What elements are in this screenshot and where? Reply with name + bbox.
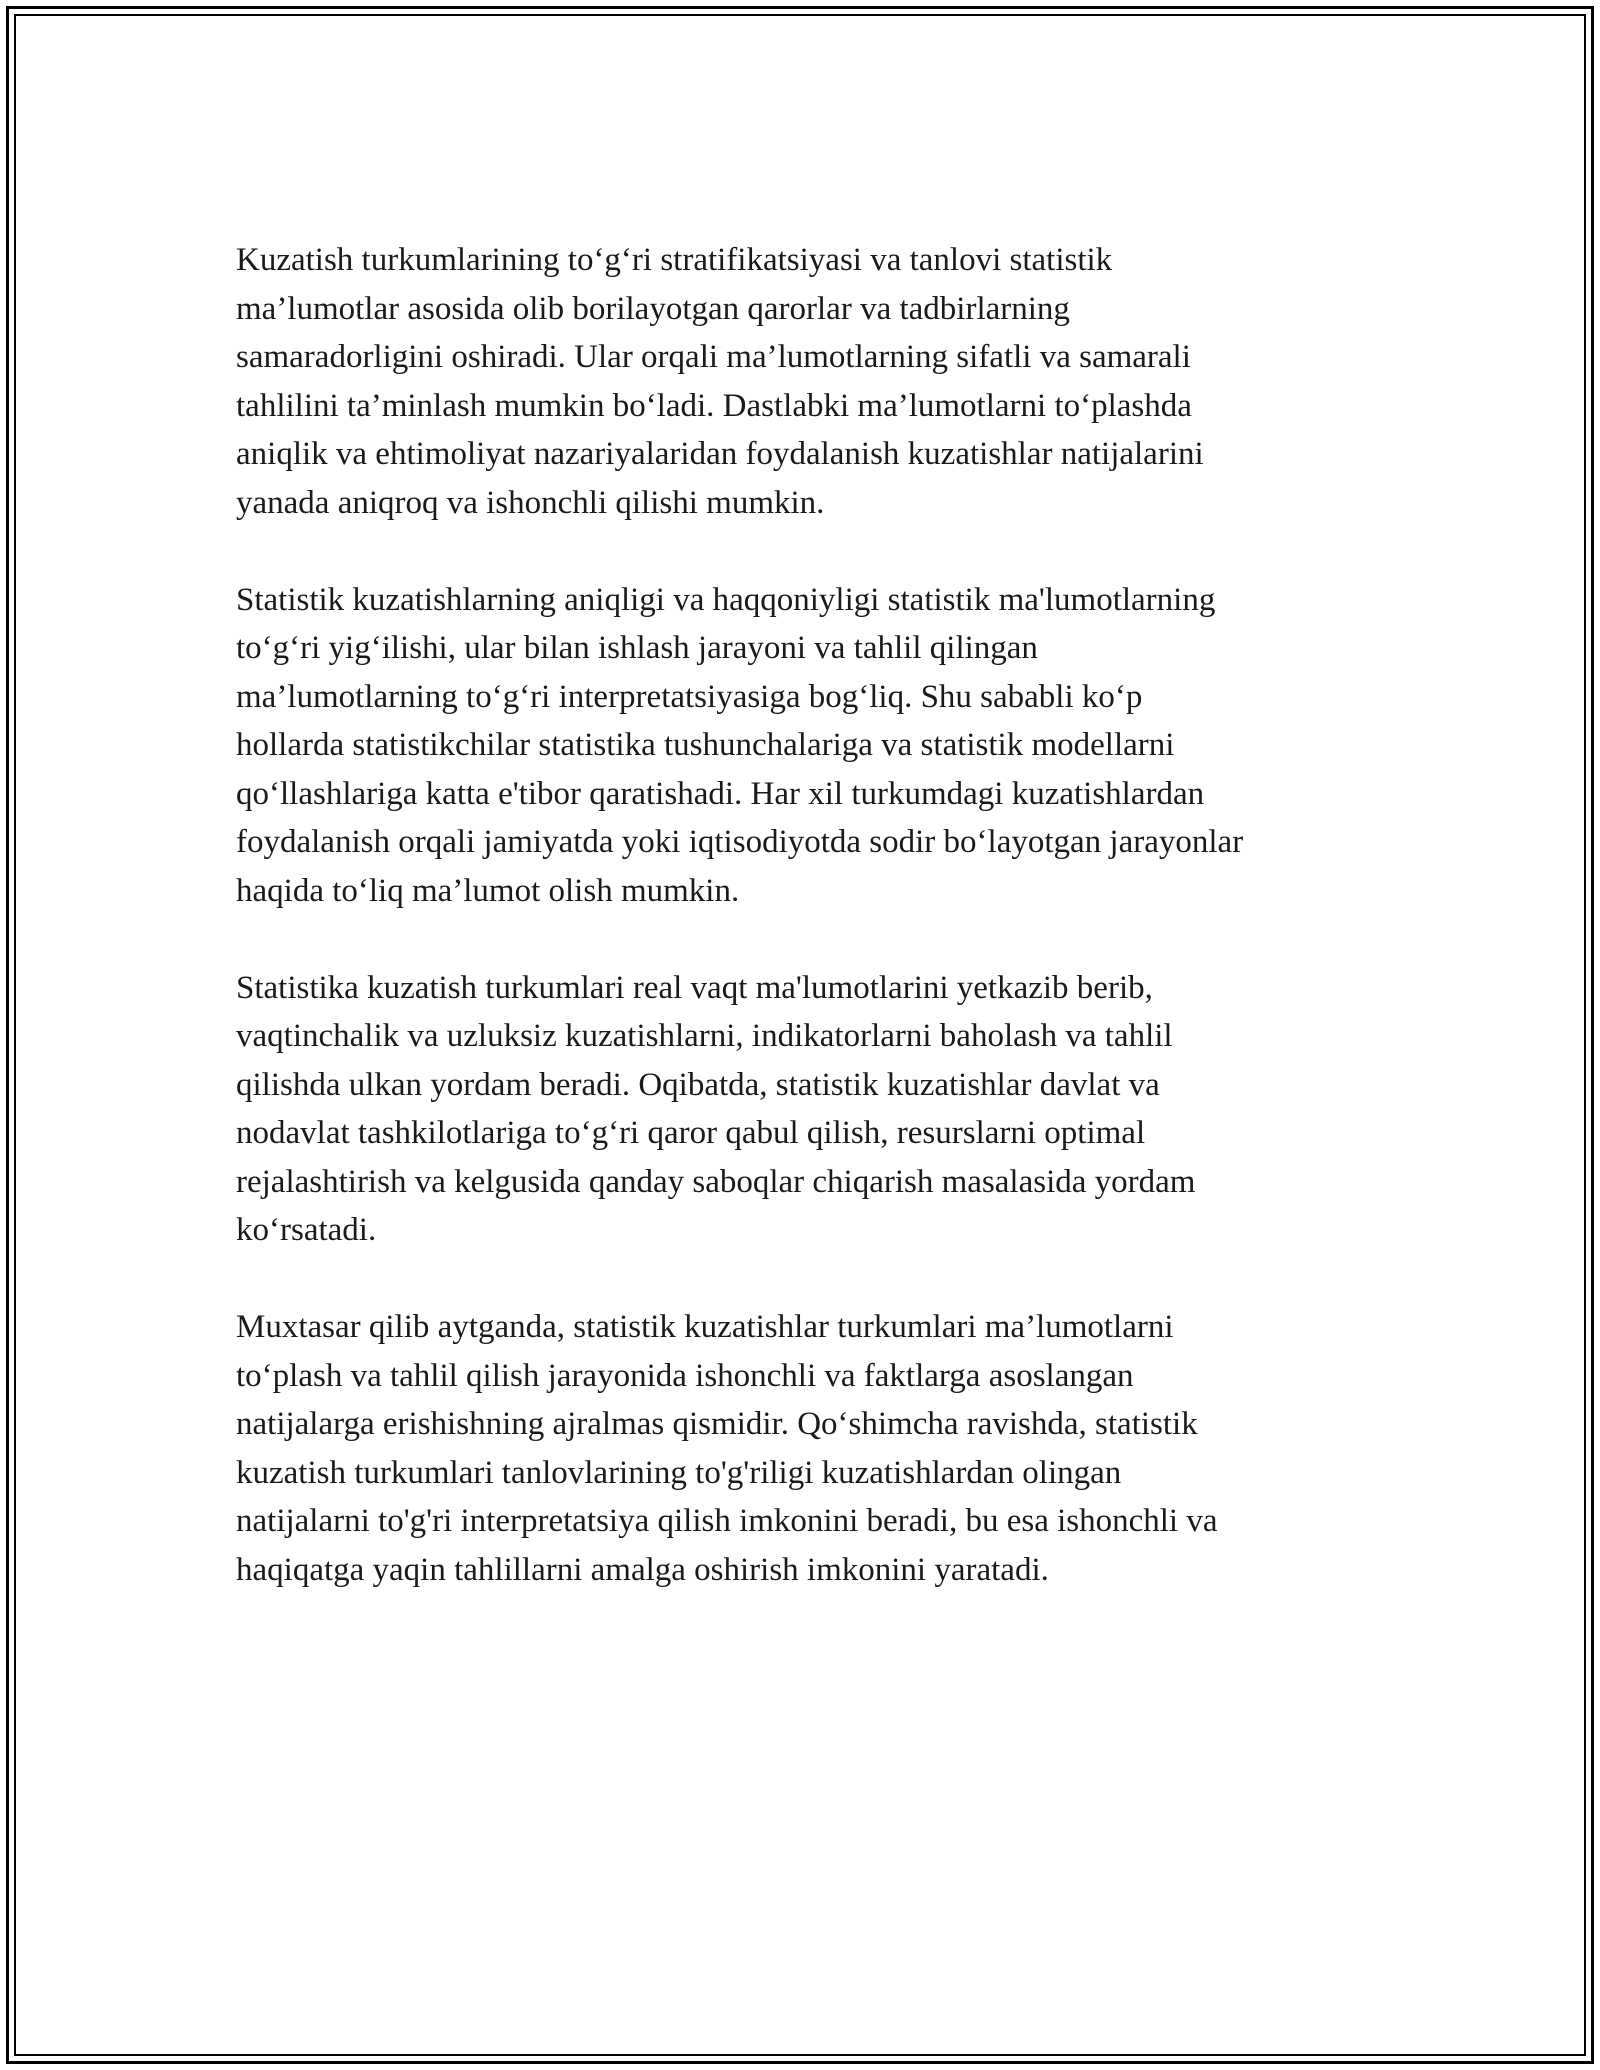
paragraph-3: Statistika kuzatish turkumlari real vaqt ma'lumotlarini yetkazib berib, vaqtinchalik va uzluksiz kuzatishlarni, indikatorlarni baholash va tahlil qilishda ulkan yordam beradi. Oqibatda, statistik kuzatishlar davlat va nodavlat tashkilotlariga to‘g‘ri qaror qabul qilish, resurslarni optimal rejalashtirish va kelgusida qanday saboqlar chiqarish masalasida yordam ko‘rsatadi. <box>236 969 1196 1248</box>
paragraph-2: Statistik kuzatishlarning aniqligi va haqqoniyligi statistik ma'lumotlarning to‘g‘ri yig‘ilishi, ular bilan ishlash jarayoni va tahlil qilingan ma’lumotlarning to‘g‘ri interpretatsiyasiga bog‘liq. Shu sababli ko‘p hollarda statistikchilar statistika tushunchalariga va statistik modellarni qo‘llashlariga katta e'tibor qaratishadi. Har xil turkumdagi kuzatishlardan foydalanish orqali jamiyatda yoki iqtisodiyotda sodir bo‘layotgan jarayonlar haqida to‘liq ma’lumot olish mumkin. <box>236 581 1244 909</box>
document-body <box>236 236 1386 1643</box>
paragraph-4: Muxtasar qilib aytganda, statistik kuzatishlar turkumlari ma’lumotlarni to‘plash va tahlil qilish jarayonida ishonchli va faktlarga asoslangan natijalarga erishishning ajralmas qismidir. Qo‘shimcha ravishda, statistik kuzatish turkumlari tanlovlarining to'g'riligi kuzatishlardan olingan natijalarni to'g'ri interpretatsiya qilish imkonini beradi, bu esa ishonchli va haqiqatga yaqin tahlillarni amalga oshirish imkonini yaratadi. <box>236 1309 1218 1588</box>
paragraph-1: Kuzatish turkumlarining to‘g‘ri stratifikatsiyasi va tanlovi statistik ma’lumotlar asosida olib borilayotgan qarorlar va tadbirlarning samaradorligini oshiradi. Ular orqali ma’lumotlarning sifatli va samarali tahlilini ta’minlash mumkin bo‘ladi. Dastlabki ma’lumotlarni to‘plashda aniqlik va ehtimoliyat nazariyalaridan foydalanish kuzatishlar natijalarini yanada aniqroq va ishonchli qilishi mumkin. <box>236 242 1204 521</box>
